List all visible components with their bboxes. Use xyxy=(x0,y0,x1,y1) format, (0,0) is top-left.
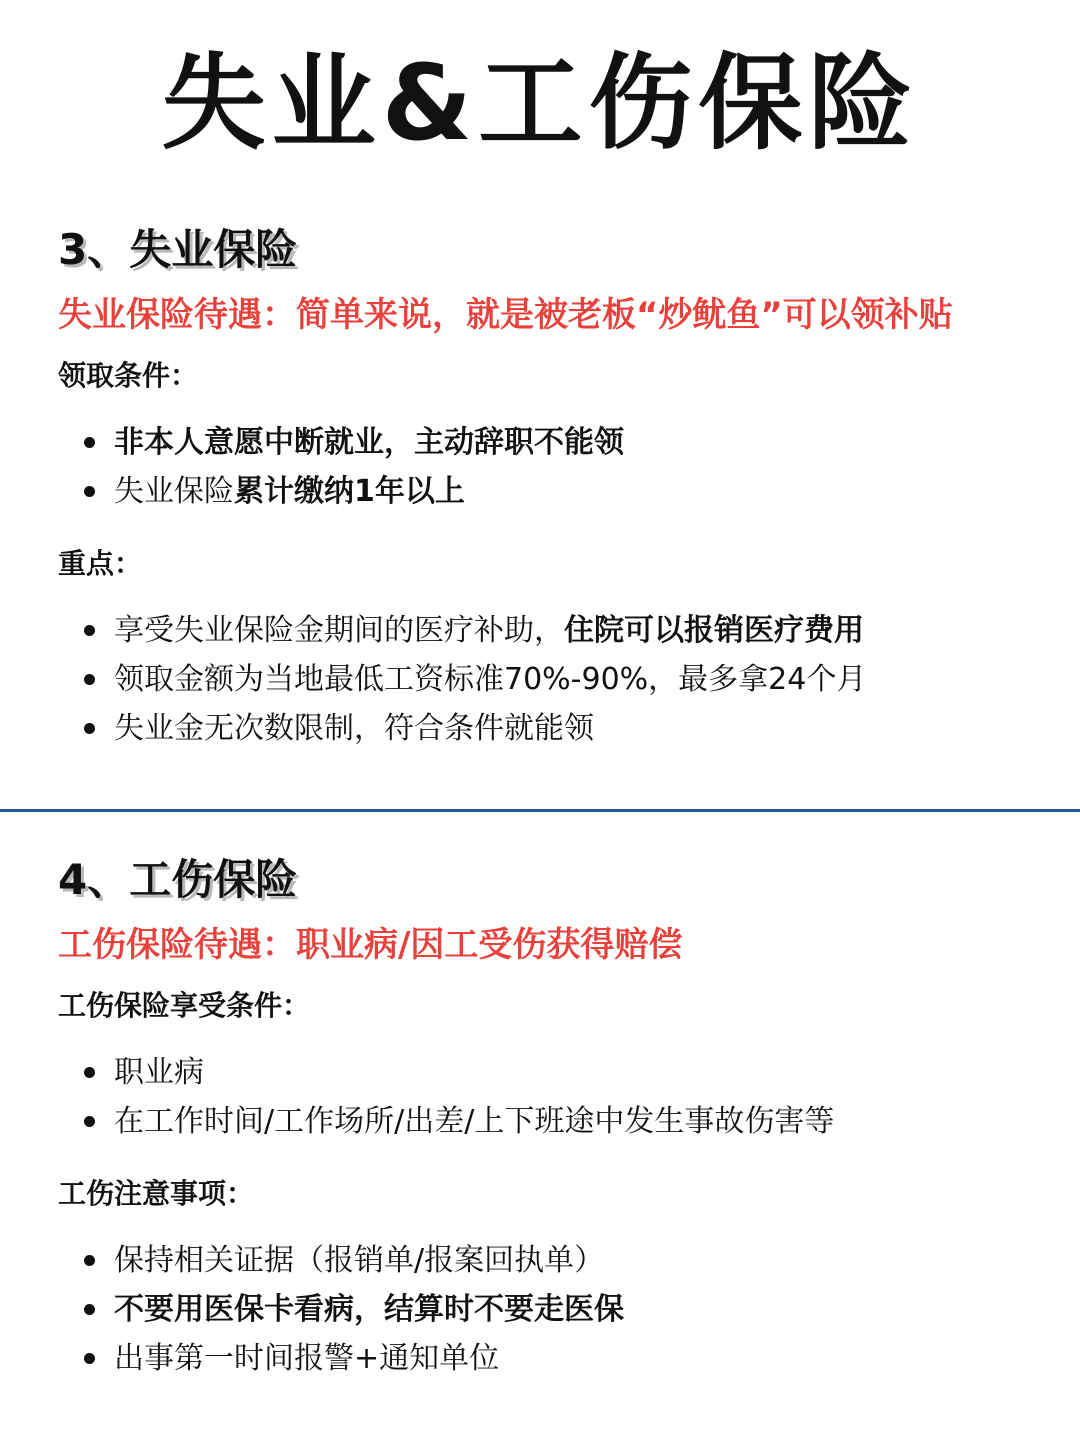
list-item-emphasis: 累计缴纳1年以上 xyxy=(234,474,465,509)
list-item xyxy=(58,704,1048,753)
list-item-text: 不要用医保卡看病，结算时不要走医保 xyxy=(114,1292,624,1327)
list-item xyxy=(58,655,1048,704)
section-work-injury-insurance xyxy=(58,852,1048,1411)
bullet-icon xyxy=(84,486,95,497)
bullet-icon xyxy=(84,1353,95,1364)
list-item xyxy=(58,1048,1048,1097)
section-unemployment-insurance xyxy=(58,222,1048,781)
bullet-icon xyxy=(84,625,95,636)
list-item xyxy=(58,606,1048,655)
list-item-text: 领取金额为当地最低工资标准70%-90%，最多拿24个月 xyxy=(114,662,867,697)
bullet-icon xyxy=(84,1255,95,1266)
list-item-text: 出事第一时间报警+通知单位 xyxy=(114,1341,500,1376)
list-item xyxy=(58,1334,1048,1383)
bullet-icon xyxy=(84,1304,95,1315)
bullet-icon xyxy=(84,1116,95,1127)
benefit-summary: 失业保险待遇：简单来说，就是被老板“炒鱿鱼”可以领补贴 xyxy=(58,295,953,335)
group-heading-eligibility: 领取条件： xyxy=(58,359,199,392)
list-item-text: 保持相关证据（报销单/报案回执单） xyxy=(114,1243,605,1278)
benefit-summary: 工伤保险待遇：职业病/因工受伤获得赔偿 xyxy=(58,925,683,965)
group-heading-conditions: 工伤保险享受条件： xyxy=(58,989,311,1022)
list-item xyxy=(58,1285,1048,1334)
list-item-text: 失业金无次数限制，符合条件就能领 xyxy=(114,711,594,746)
list-item-text: 失业保险 xyxy=(114,474,234,509)
bullet-icon xyxy=(84,674,95,685)
list-item xyxy=(58,467,1048,516)
list-item-text: 在工作时间/工作场所/出差/上下班途中发生事故伤害等 xyxy=(114,1104,835,1139)
eligibility-list xyxy=(58,418,1048,516)
list-item xyxy=(58,1236,1048,1285)
section-divider xyxy=(0,809,1080,812)
notes-list xyxy=(58,1236,1048,1383)
bullet-icon xyxy=(84,723,95,734)
conditions-list xyxy=(58,1048,1048,1146)
bullet-icon xyxy=(84,437,95,448)
list-item-text: 职业病 xyxy=(114,1055,204,1090)
list-item-emphasis: 住院可以报销医疗费用 xyxy=(564,613,864,648)
list-item-text: 享受失业保险金期间的医疗补助， xyxy=(114,613,564,648)
list-item-text: 非本人意愿中断就业，主动辞职不能领 xyxy=(114,425,624,460)
page-title: 失业&工伤保险 xyxy=(161,42,919,164)
list-item xyxy=(58,418,1048,467)
section-heading: 4、工伤保险 xyxy=(58,855,298,904)
group-heading-key-points: 重点： xyxy=(58,547,143,580)
group-heading-notes: 工伤注意事项： xyxy=(58,1177,255,1210)
section-heading: 3、失业保险 xyxy=(58,225,298,274)
bullet-icon xyxy=(84,1067,95,1078)
list-item xyxy=(58,1097,1048,1146)
key-points-list xyxy=(58,606,1048,753)
